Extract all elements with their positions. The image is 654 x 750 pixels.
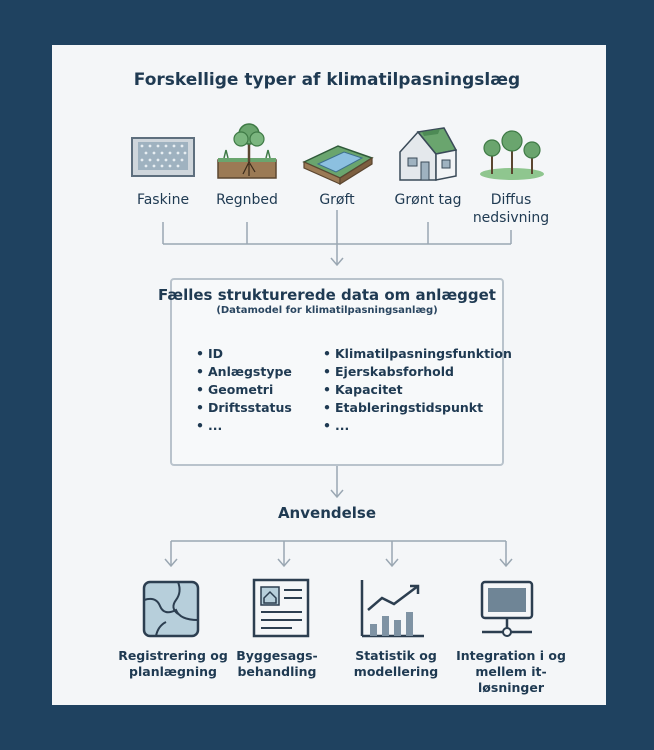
field-item: • Etableringstidspunkt xyxy=(323,399,483,417)
data-box-subtitle: (Datamodel for klimatilpasningsanlæg) xyxy=(216,305,438,316)
chart-icon xyxy=(358,578,426,638)
type-label-groent-tag: Grønt tag xyxy=(394,192,462,208)
type-label-diffus-nedsivning: Diffus nedsivning xyxy=(472,192,550,226)
field-item: • ... xyxy=(323,417,349,435)
ditch-icon xyxy=(300,142,376,186)
document-icon xyxy=(252,578,310,638)
field-item: • ... xyxy=(196,417,222,435)
type-label-regnbed: Regnbed xyxy=(216,192,278,208)
type-label-faskine: Faskine xyxy=(136,192,190,208)
field-item: • Geometri xyxy=(196,381,273,399)
type-label-groeft: Grøft xyxy=(319,192,355,208)
field-item: • Anlægstype xyxy=(196,363,292,381)
rain-garden-icon xyxy=(216,120,278,180)
field-item: • Klimatilpasningsfunktion xyxy=(323,345,512,363)
trees-icon xyxy=(478,130,546,180)
faskine-icon xyxy=(130,136,196,178)
green-roof-house-icon xyxy=(396,124,458,182)
map-icon xyxy=(142,580,200,638)
usage-title: Anvendelse xyxy=(277,504,377,522)
field-item: • Kapacitet xyxy=(323,381,403,399)
field-item: • Ejerskabsforhold xyxy=(323,363,454,381)
monitor-network-icon xyxy=(478,580,536,638)
usage-label-byggesag: Byggesags-behandling xyxy=(236,648,318,679)
field-item: • ID xyxy=(196,345,223,363)
usage-label-registrering: Registrering og planlægning xyxy=(118,648,228,679)
field-item: • Driftsstatus xyxy=(196,399,292,417)
data-box-title: Fælles strukturerede data om anlægget xyxy=(158,286,496,304)
usage-label-integration: Integration i og mellem it-løsninger xyxy=(456,648,566,695)
diagram-title: Forskellige typer af klimatilpasningslæg xyxy=(133,70,521,90)
usage-label-statistik: Statistik og modellering xyxy=(353,648,439,679)
